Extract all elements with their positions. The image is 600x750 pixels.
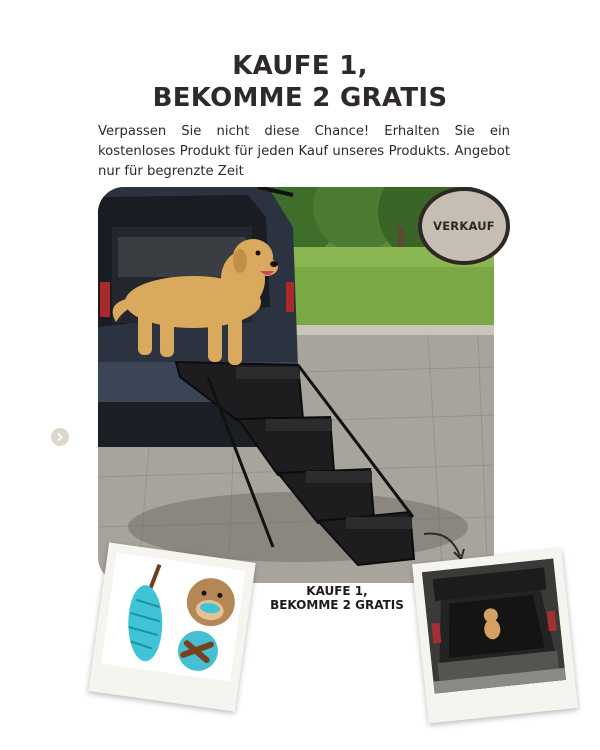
page-headline <box>0 50 600 114</box>
chew-toys-image <box>101 553 245 682</box>
headline-line-2: BEKOMME 2 GRATIS <box>152 83 448 113</box>
caption-line-1: KAUFE 1, <box>306 584 368 598</box>
headline-line-1: KAUFE 1, <box>232 51 368 81</box>
trunk-cover-image <box>422 558 566 693</box>
intro-text: Verpassen Sie nicht diese Chance! Erhalten Sie ein kostenloses Produkt für jeden Kauf unseres Produkts. Angebot nur für begrenzte Zeit <box>98 124 510 179</box>
caption-line-2: BEKOMME 2 GRATIS <box>270 598 404 612</box>
gift-polaroid-chew-toys <box>88 542 255 711</box>
chevron-right-icon <box>55 432 65 442</box>
next-slide-button[interactable] <box>51 428 69 446</box>
offer-caption <box>262 584 412 612</box>
gift-polaroid-trunk-cover <box>412 549 578 724</box>
sale-badge[interactable]: VERKAUF <box>418 187 510 265</box>
